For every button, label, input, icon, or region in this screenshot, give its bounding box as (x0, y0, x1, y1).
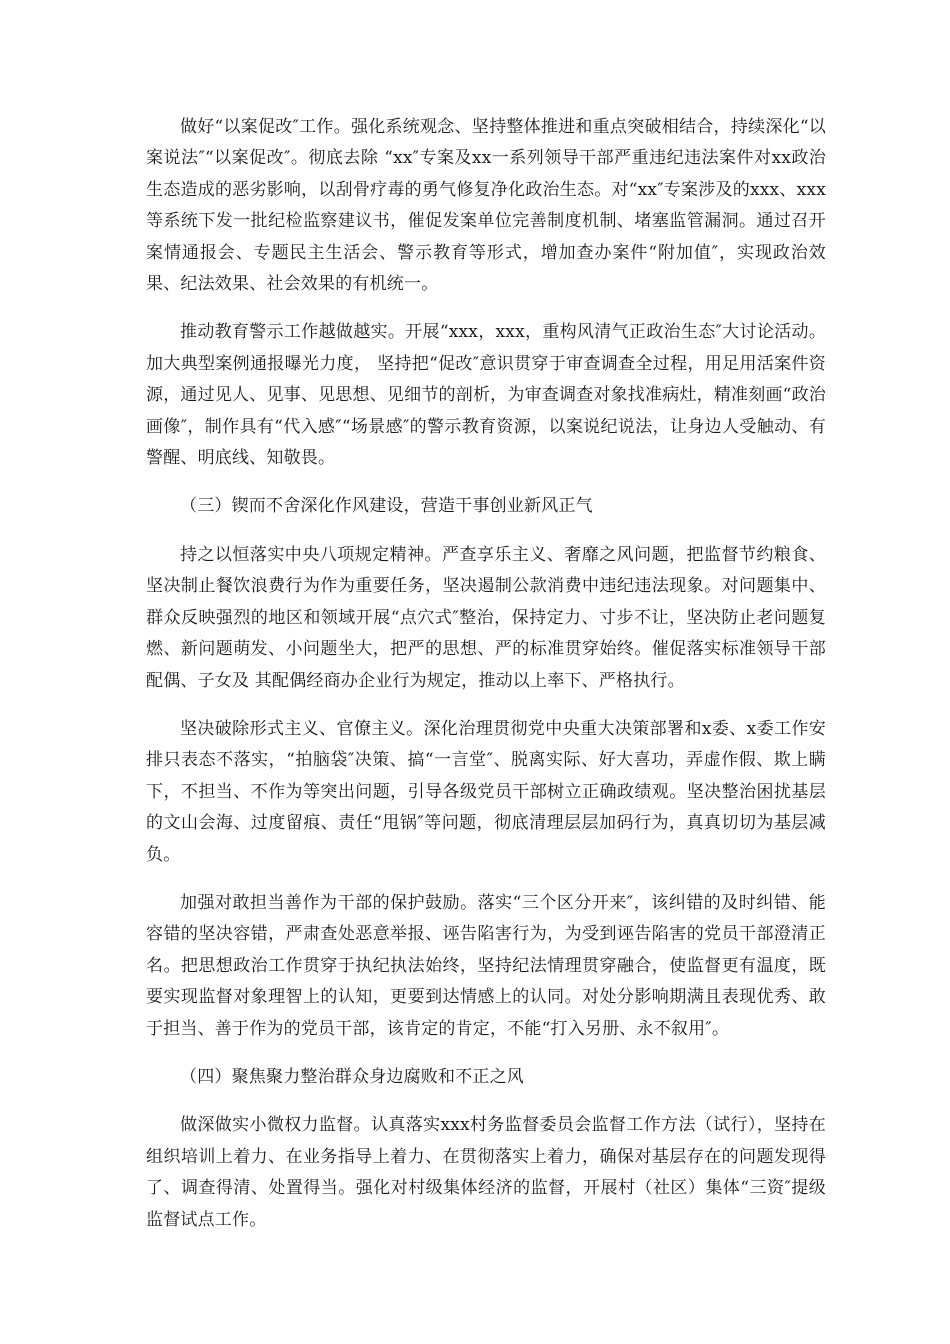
paragraph-case-reform: 做好“以案促改″工作。强化系统观念、坚持整体推进和重点突破相结合，持续深化“以案说法″“以案促改″。彻底去除 “xx″专案及xx一系列领导干部严重违纪违法案件对xx政治生态造成的恶劣影响，以刮骨疗毒的勇气修复净化政治生态。对“xx″专案涉及的xxx、xxx等系统下发一批纪检监察建议书，催促发案单位完善制度机制、堵塞监管漏洞。通过召开案情通报会、专题民主生活会、警示教育等形式，增加查办案件“附加值″，实现政治效果、纪法效果、社会效果的有机统一。 (146, 117, 826, 295)
paragraph-eight-rules: 持之以恒落实中央八项规定精神。严查享乐主义、奢靡之风问题，把监督节约粮食、坚决制止餐饮浪费行为作为重要任务，坚决遏制公款消费中违纪违法现象。对问题集中、群众反映强烈的地区和领域开展“点穴式″整治，保持定力、寸步不让，坚决防止老问题复燃、新问题萌发、小问题坐大，把严的思想、严的标准贯穿始终。催促落实标准领导干部配偶、子女及 其配偶经商办企业行为规定，推动以上率下、严格执行。 (146, 544, 826, 691)
paragraph-warning-education: 推动教育警示工作越做越实。开展“xxx，xxx，重构风清气正政治生态″大讨论活动。加大典型案例通报曝光力度， 坚持把“促改″意识贯穿于审查调查全过程，用足用活案件资源，通过见人、见事、见思想、见细节的剖析，为审查调查对象找准病灶，精准刻画“政治画像″，制作具有“代入感″“场景感″的警示教育资源，以案说纪说法，让身边人受触动、有警醒、明底线、知敬畏。 (146, 322, 826, 469)
section-heading-3: （三）锲而不舍深化作风建设，营造干事创业新风正气 (180, 496, 593, 517)
paragraph-formalism: 坚决破除形式主义、官僚主义。深化治理贯彻党中央重大决策部署和x委、x委工作安排只表态不落实，“拍脑袋″决策、搞“一言堂″、脱离实际、好大喜功，弄虚作假、欺上瞒下，不担当、不作为等突出问题，引导各级党员干部树立正确政绩观。坚决整治困扰基层的文山会海、过度留痕、责任“甩锅″等问题，彻底清理层层加码行为，真真切切为基层减负。 (146, 718, 826, 865)
paragraph-cadre-protection: 加强对敢担当善作为干部的保护鼓励。落实“三个区分开来″，该纠错的及时纠错、能容错的坚决容错，严肃查处恶意举报、诬告陷害行为，为受到诬告陷害的党员干部澄清正名。把思想政治工作贯穿于执纪执法始终，坚持纪法情理贯穿融合，使监督更有温度，既要实现监督对象理智上的认知，更要到达情感上的认同。对处分影响期满且表现优秀、敢于担当、善于作为的党员干部，该肯定的肯定，不能“打入另册、永不叙用″。 (146, 892, 826, 1039)
document-body (146, 112, 826, 1253)
paragraph-micro-power: 做深做实小微权力监督。认真落实xxx村务监督委员会监督工作方法（试行），坚持在组织培训上着力、在业务指导上着力、在贯彻落实上着力，确保对基层存在的问题发现得了、调查得清、处置得当。强化对村级集体经济的监督，开展村（社区）集体“三资″提级监督试点工作。 (146, 1115, 826, 1230)
section-heading-4: （四）聚焦聚力整治群众身边腐败和不正之风 (180, 1066, 524, 1087)
